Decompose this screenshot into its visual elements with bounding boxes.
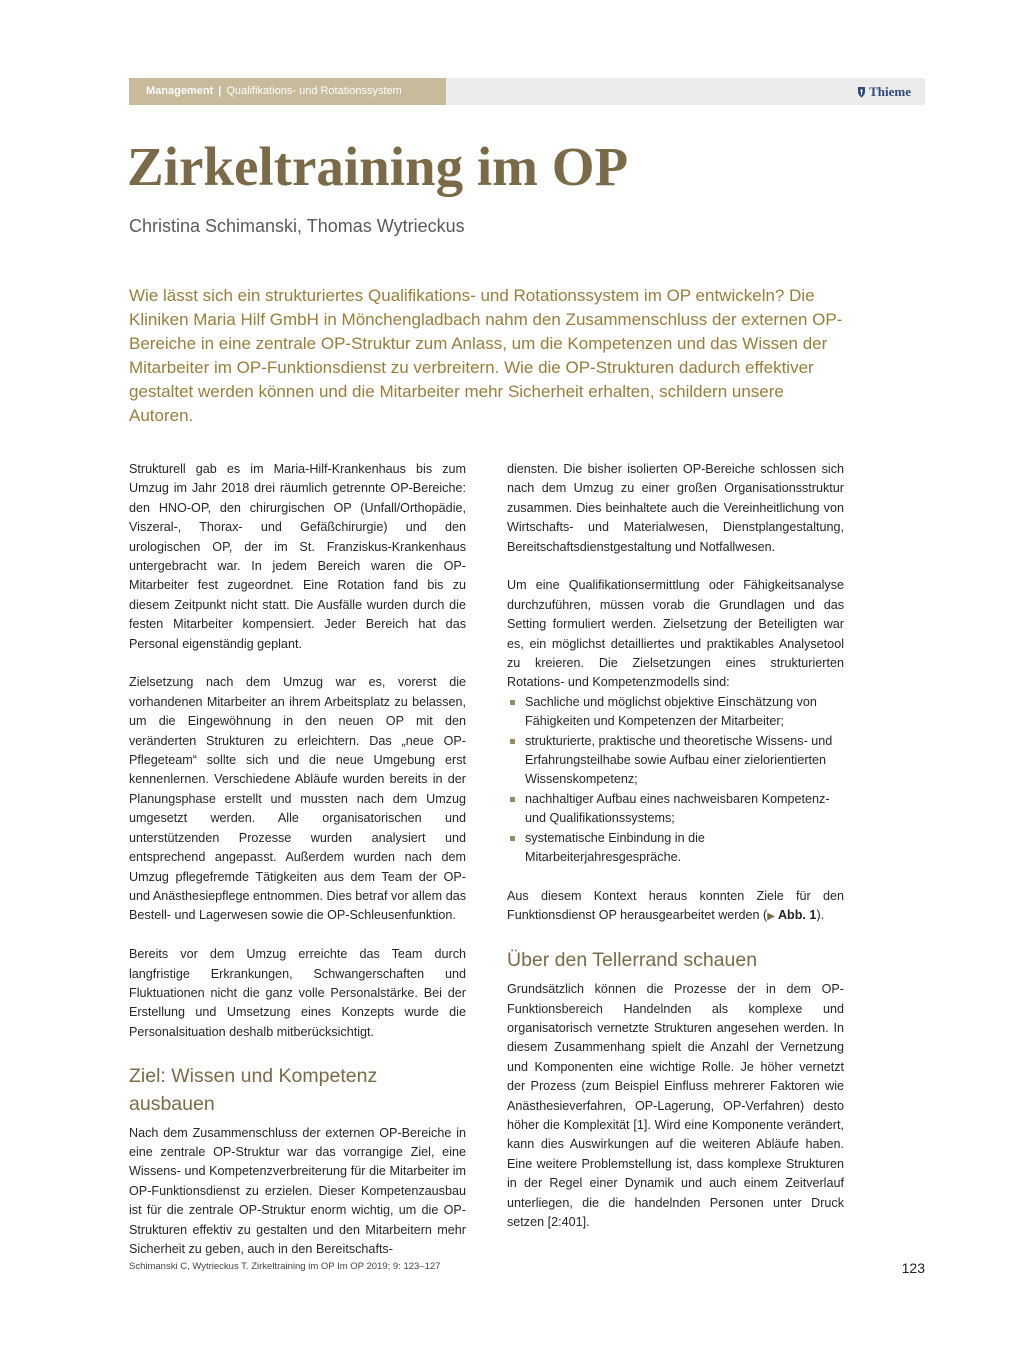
header-separator: | [218,85,222,97]
publisher-name: Thieme [869,84,911,99]
paragraph-text: ). [816,908,825,923]
thieme-shield-icon [857,86,866,98]
figure-reference-link[interactable] [767,908,816,922]
figure-reference-label: Abb. 1 [777,908,817,923]
list-item: strukturierte, praktische und theoretische Wissens- und Erfahrungsteilhabe sowie Aufbau einer zielorientierten Wissenskompetenz; [507,732,844,790]
article-title: Zirkeltraining im OP [127,136,629,197]
body-paragraph: Grundsätzlich können die Prozesse der in dem OP-Funktionsbereich Handelnden als komplexe und organisatorisch vernetzte Strukturen angesehen werden. In diesem Zusammenhang spielt die Anzahl der Vernetzung und Komponenten eine wichtige Rolle. Je höher vernetzt der Prozess (zum Beispiel Einfluss mehrerer Faktoren wie Anästhesieverfahren, OP-Lagerung, OP-Verfahren) desto höher die Komplexität [1]. Wird eine Komponente verändert, kann dies Auswirkungen auf die weiteren Abläufe haben. Eine weitere Problemstellung ist, dass komplexe Strukturen in der Regel einer Dynamik und auch einem Zeitverlauf unterliegen, die die handelnden Personen unter Druck setzen [2:401]. [507,982,844,1229]
arrow-right-icon: ▶ [767,911,775,923]
running-header [129,78,925,105]
body-paragraph [507,887,844,927]
article-authors: Christina Schimanski, Thomas Wytrieckus [129,216,465,236]
body-paragraph: Um eine Qualifikationsermittlung oder Fähigkeitsanalyse durchzuführen, müssen vorab die Grundlagen und das Setting formuliert werden. Zielsetzung der Beteiligten war es, ein möglichst detailliertes und praktikables Analysetool zu kreieren. Die Zielsetzungen eines strukturierten Rotations- und Kompetenzmodells sind: [507,578,844,690]
paragraph-text: Aus diesem Kontext heraus konnten Ziele für den Funktionsdienst OP herausgearbeitet werden ( [507,888,844,923]
header-subsection-name: Qualifikations- und Rotationssystem [226,85,402,97]
header-section-name: Management [146,85,214,97]
section-heading: Über den Tellerrand schauen [507,949,758,972]
footer-citation: Schimanski C, Wytrieckus T. Zirkeltraining im OP Im OP 2019; 9: 123–127 [129,1261,441,1272]
publisher-logo [857,78,911,105]
header-section-label [129,78,446,105]
page-number: 123 [901,1260,925,1276]
body-column-left [129,460,466,1259]
goals-list [507,693,844,868]
article-abstract: Wie lässt sich ein strukturiertes Qualifikations- und Rotationssystem im OP entwickeln? Die Kliniken Maria Hilf GmbH in Mönchengladbach nahm den Zusammenschluss der externen OP-Bereiche in eine zentrale OP-Struktur zum Anlass, um die Kompetenzen und das Wissen der Mitarbeiter im OP-Funktionsdienst zu verbreitern. Wie die OP-Strukturen dadurch effektiver gestaltet werden können und die Mitarbeiter mehr Sicherheit erhalten, schildern unsere Autoren. [129,286,843,425]
body-paragraph: diensten. Die bisher isolierten OP-Bereiche schlossen sich nach dem Umzug zu einer großen Organisationsstruktur zusammen. Dies beinhaltete auch die Vereinheitlichung von Wirtschafts- und Materialwesen, Dienstplangestaltung, Bereitschaftsdienstgestaltung und Notfallwesen. [507,462,844,554]
body-column-right [507,460,844,1232]
body-paragraph: Bereits vor dem Umzug erreichte das Team durch langfristige Erkrankungen, Schwangerschaften und Fluktuationen nicht die ganz volle Personalstärke. Bei der Erstellung und Umsetzung eines Konzepts wurde die Personalsituation deshalb mitberücksichtigt. [129,947,466,1039]
section-heading: Ziel: Wissen und Kompetenz ausbauen [129,1064,378,1115]
body-paragraph: Strukturell gab es im Maria-Hilf-Krankenhaus bis zum Umzug im Jahr 2018 drei räumlich getrennte OP-Bereiche: den HNO-OP, den chirurgischen OP (Unfall/Orthopädie, Viszeral-, Thorax- und Gefäßchirurgie) und den urologischen OP, der im St. Franziskus-Krankenhaus untergebracht war. In jedem Bereich waren die OP-Mitarbeiter fest zugeordnet. Eine Rotation fand bis zu diesem Zeitpunkt nicht statt. Die Ausfälle wurden durch die festen Mitarbeiter kompensiert. Jeder Bereich hat das Personal eigenständig geplant. [129,462,466,651]
list-item: Sachliche und möglichst objektive Einschätzung von Fähigkeiten und Kompetenzen der Mitarbeiter; [507,693,844,732]
body-paragraph: Nach dem Zusammenschluss der externen OP-Bereiche in eine zentrale OP-Struktur war das vorrangige Ziel, eine Wissens- und Kompetenzverbreiterung für die Mitarbeiter im OP-Funktionsdienst zu erzielen. Dieser Kompetenzausbau ist für die zentrale OP-Struktur enorm wichtig, um die OP-Strukturen effektiv zu gestalten und den Mitarbeitern mehr Sicherheit zu geben, auch in den Bereitschafts- [129,1125,466,1256]
body-paragraph: Zielsetzung nach dem Umzug war es, vorerst die vorhandenen Mitarbeiter an ihrem Arbeitsplatz zu belassen, um die Eingewöhnung in den neuen OP mit den veränderten Strukturen zu erleichtern. Das „neue OP-Pflegeteam“ sollte sich und die neue Umgebung erst kennenlernen. Verschiedene Abläufe wurden bereits in der Planungsphase erstellt und mussten nach dem Umzug umgesetzt werden. Alle organisatorischen und unterstützenden Prozesse wurden analysiert und entsprechend angepasst. Außerdem wurden nach dem Umzug pflegefremde Tätigkeiten aus dem Team der OP- und Anästhesiepflege entnommen. Dies betraf vor allem das Bestell- und Lagerwesen sowie die OP-Schleusenfunktion. [129,675,466,923]
list-item: systematische Einbindung in die Mitarbeiterjahresgespräche. [507,829,844,868]
list-item: nachhaltiger Aufbau eines nachweisbaren Kompetenz- und Qualifikationssystems; [507,790,844,829]
